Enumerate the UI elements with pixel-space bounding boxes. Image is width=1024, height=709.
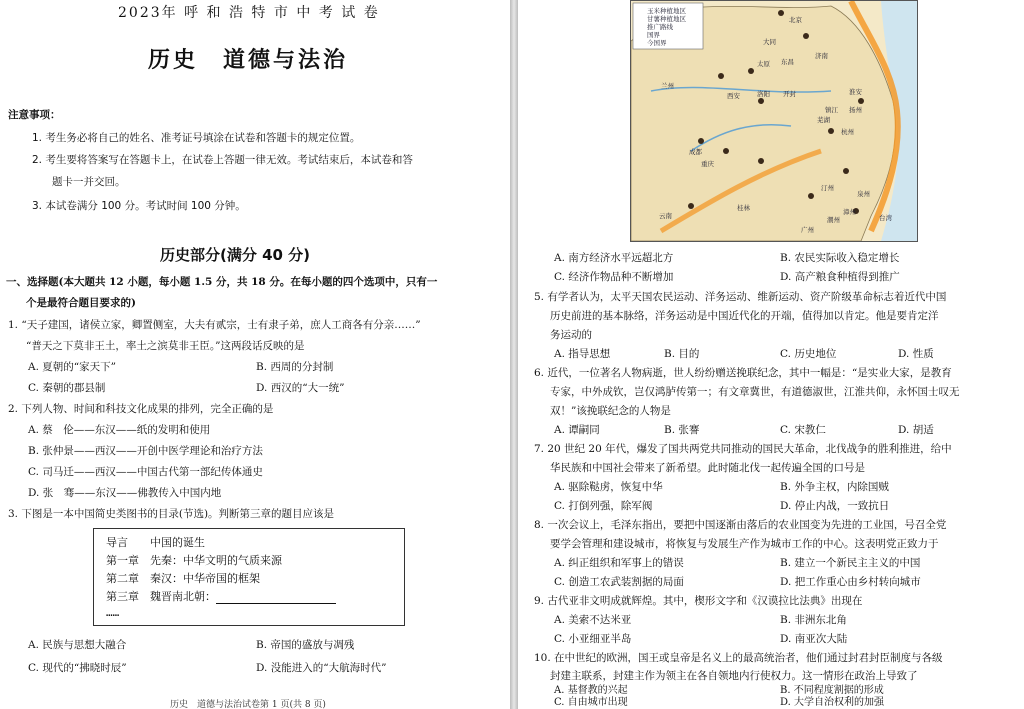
legend-item: 推广路线 [647,23,673,31]
option-a: A. 指导思想 [554,348,611,360]
toc-line: 导言 中国的诞生 [106,536,205,549]
option-a: A. 蔡 伦——东汉——纸的发明和使用 [28,424,211,436]
option-c: C. 打倒列强，除军阀 [554,500,653,512]
table-of-contents-box [93,528,405,626]
map-place: 成都 [689,148,702,156]
option-b: B. 不同程度割据的形成 [780,685,884,696]
question-9-stem: 9. 古代亚非文明成就辉煌。其中，楔形文字和《汉谟拉比法典》出现在 [534,595,863,607]
map-place: 台湾 [879,214,892,222]
option-b: B. 农民实际收入稳定增长 [780,252,900,264]
option-a: A. 基督教的兴起 [554,685,628,696]
option-c: C. 司马迁——西汉——中国古代第一部纪传体通史 [28,466,263,478]
section-title: 历史部分(满分 40 分) [160,246,311,264]
option-b: B. 目的 [664,348,700,360]
toc-line-blank [106,588,336,604]
question-5-stem: 历史前进的基本脉络，洋务运动是中国近代化的开端，值得加以肯定。他是要肯定洋 [550,310,939,322]
exam-page-1 [0,0,510,709]
map-place: 汀州 [821,184,834,192]
map-place: 镇江 [825,106,838,114]
toc-line: 第一章 先秦：中华文明的气质来源 [106,554,282,567]
option-d: D. 性质 [898,348,934,360]
question-10-stem: 10. 在中世纪的欧洲，国王或皇帝是名义上的最高统治者，他们通过封君封臣制度与各级 [534,652,943,664]
option-b: B. 非洲东北角 [780,614,847,626]
question-7-stem: 7. 20 世纪 20 年代，爆发了国共两党共同推动的国民大革命，北伐战争的胜利推进，给中 [534,443,952,455]
notice-line: 2. 考生要将答案写在答题卡上，在试卷上答题一律无效。考试结束后，本试卷和答 [32,154,413,166]
question-3-stem: 3. 下图是一本中国简史类图书的目录(节选)。判断第三章的题目应该是 [8,508,335,520]
exam-page-2 [518,0,1024,709]
option-d: D. 高产粮食种植得到推广 [780,271,900,283]
crop-spread-map [630,0,918,242]
option-b: B. 张謇 [664,424,700,436]
option-c: C. 自由城市出现 [554,697,628,708]
question-8-stem: 要学会管理和建设城市，将恢复与发展生产作为城市工作的中心。这表明党正致力于 [550,538,939,550]
answer-blank [216,593,336,604]
option-d: D. 没能进入的“大航海时代” [256,662,387,674]
option-c: C. 创造工农武装割据的局面 [554,576,684,588]
map-place: 北京 [789,16,802,24]
map-place: 重庆 [701,160,714,168]
option-c: C. 历史地位 [780,348,837,360]
option-a: A. 南方经济水平远超北方 [554,252,674,264]
part-intro: 个是最符合题目要求的) [26,297,136,309]
option-d: D. 张 骞——东汉——佛教传入中国内地 [28,487,222,499]
option-a: A. 美索不达米亚 [554,614,632,626]
option-a: A. 谭嗣同 [554,424,600,436]
option-c: C. 经济作物品种不断增加 [554,271,674,283]
map-place: 西安 [727,92,740,100]
map-place: 芜湖 [817,116,830,124]
option-c: C. 秦朝的郡县制 [28,382,106,394]
page-gutter [510,0,518,709]
map-place: 开封 [783,90,796,98]
option-c: C. 宋教仁 [780,424,826,436]
option-a: A. 夏朝的“家天下” [28,361,116,373]
map-place: 东昌 [781,58,794,66]
option-b: B. 建立一个新民主主义的中国 [780,557,921,569]
map-place: 洛阳 [757,90,770,98]
option-d: D. 停止内战，一致抗日 [780,500,890,512]
option-c: C. 小亚细亚半岛 [554,633,632,645]
map-place: 济南 [815,52,828,60]
notice-line: 题卡一并交回。 [52,176,126,188]
exam-title: 2023年 呼 和 浩 特 市 中 考 试 卷 [118,5,380,21]
option-a: A. 民族与思想大融合 [28,639,127,651]
option-b: B. 西周的分封制 [256,361,334,373]
legend-item: 国界 [647,31,660,39]
question-6-stem: 6. 近代，一位著名人物病逝，世人纷纷赠送挽联纪念，其中一幅是：“是实业大家，是教育 [534,367,952,379]
option-a: A. 驱除鞑虏，恢复中华 [554,481,663,493]
page-footer: 历史 道德与法治试卷第 1 页(共 8 页) [170,700,326,709]
map-place: 扬州 [849,106,862,114]
option-b: B. 帝国的盛放与凋残 [256,639,355,651]
legend-item: 今国界 [647,39,667,47]
question-8-stem: 8. 一次会议上，毛泽东指出，要把中国逐渐由落后的农业国变为先进的工业国，号召全党 [534,519,947,531]
map-place: 云南 [659,212,672,220]
part-intro: 一、选择题(本大题共 12 小题，每小题 1.5 分，共 18 分。在每小题的四个选项中，只有一 [6,276,438,288]
option-d: D. 胡适 [898,424,934,436]
map-place: 淮安 [849,88,862,96]
option-c: C. 现代的“拂晓时辰” [28,662,127,674]
option-b: B. 张仲景——西汉——开创中医学理论和治疗方法 [28,445,263,457]
map-place: 广州 [801,226,814,234]
option-b: B. 外争主权，内除国贼 [780,481,889,493]
map-place: 潮州 [827,216,840,224]
question-10-stem: 封建主联系，封建主作为领主在各自领地内行使权力。这一情形在政治上导致了 [550,670,918,682]
subject-title: 历史 道德与法治 [148,48,349,73]
map-place: 桂林 [737,204,750,212]
question-5-stem: 5. 有学者认为，太平天国农民运动、洋务运动、维新运动、资产阶级革命标志着近代中国 [534,291,947,303]
map-place: 泉州 [857,190,870,198]
option-d: D. 大学自治权利的加强 [780,697,885,708]
toc-line: 第二章 秦汉：中华帝国的框架 [106,572,260,585]
option-d: D. 南亚次大陆 [780,633,848,645]
question-5-stem: 务运动的 [550,329,592,341]
option-d: D. 西汉的“大一统” [256,382,345,394]
toc-line: …… [106,606,120,619]
legend-item: 甘薯种植地区 [647,15,686,23]
map-place: 太原 [757,60,770,68]
map-place: 漳州 [843,208,856,216]
question-6-stem: 双！”该挽联纪念的人物是 [550,405,671,417]
notice-line: 1. 考生务必将自己的姓名、准考证号填涂在试卷和答题卡的规定位置。 [32,132,361,144]
question-6-stem: 专家，中外成钦，岂仅鸿胪传第一；有文章冀世，有道德淑世，江淮共仰，永怀国士叹无 [550,386,960,398]
notice-line: 3. 本试卷满分 100 分。考试时间 100 分钟。 [32,200,246,212]
question-1-stem: “普天之下莫非王土，率土之滨莫非王臣。”这两段话反映的是 [26,340,305,352]
map-place: 杭州 [841,128,854,136]
notice-heading: 注意事项： [8,109,61,121]
legend-item: 玉米种植地区 [647,7,686,15]
option-d: D. 把工作重心由乡村转向城市 [780,576,921,588]
question-7-stem: 华民族和中国社会带来了新希望。此时随北伐一起传遍全国的口号是 [550,462,865,474]
toc-line-text: 第三章 魏晋南北朝： [106,590,216,603]
map-place: 兰州 [661,82,674,90]
option-a: A. 纠正组织和军事上的错误 [554,557,684,569]
map-place: 大同 [763,38,776,46]
question-2-stem: 2. 下列人物、时间和科技文化成果的排列，完全正确的是 [8,403,274,415]
question-1-stem: 1. “天子建国，诸侯立家，卿置侧室，大夫有贰宗，士有隶子弟，庶人工商各有分亲……” [8,319,421,331]
